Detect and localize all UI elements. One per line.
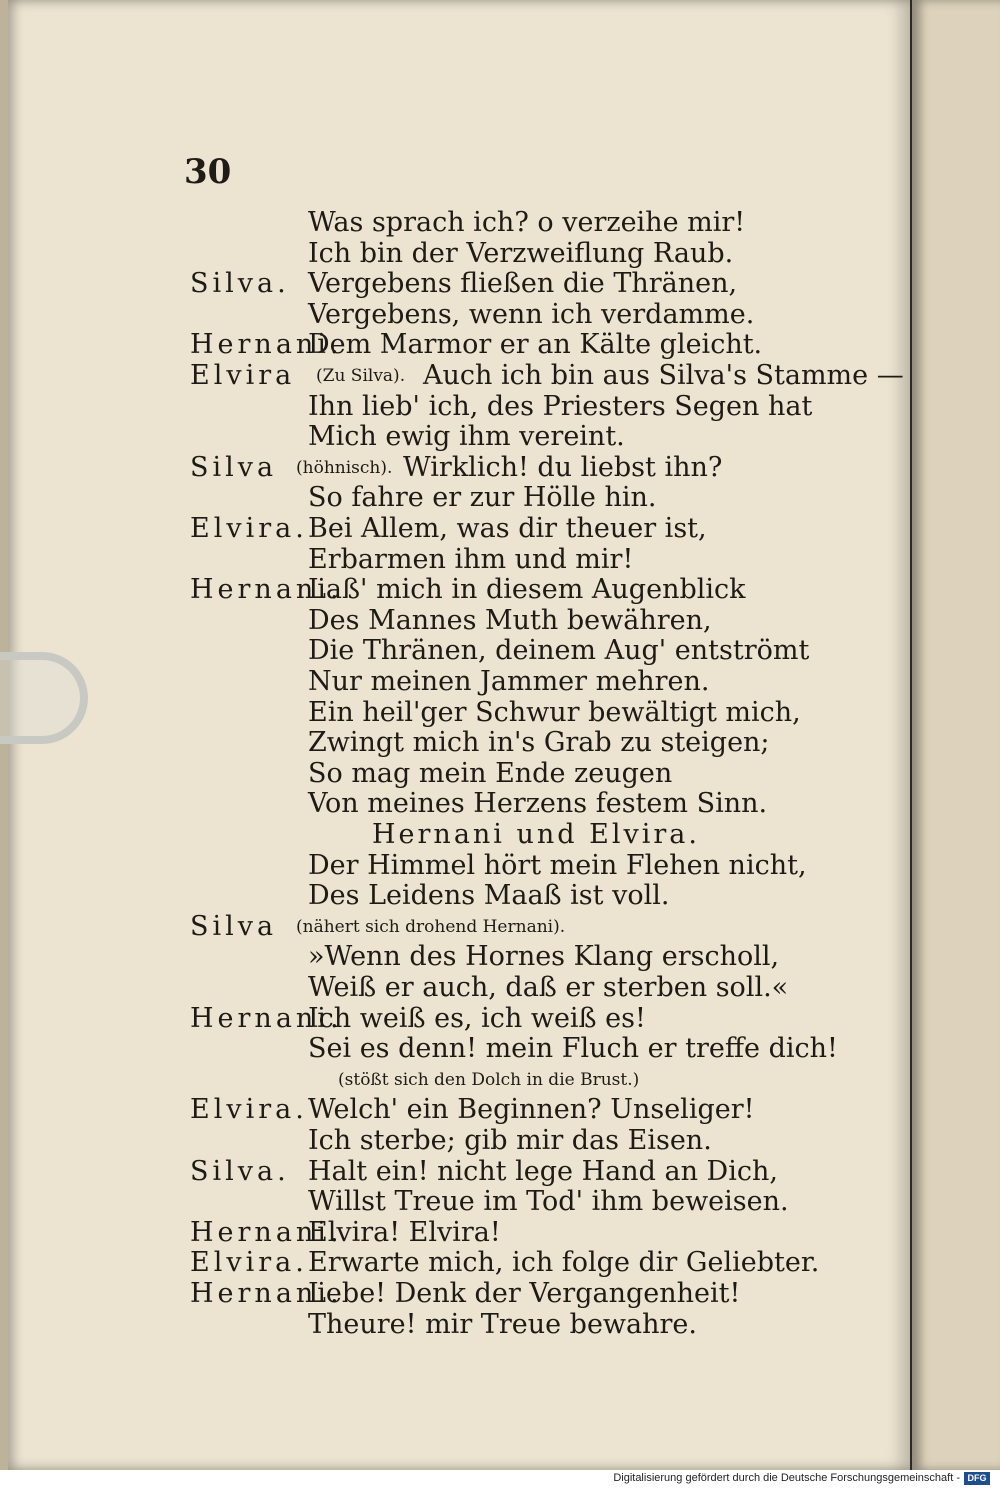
speaker-name: Hernani. bbox=[190, 1278, 343, 1309]
text-line bbox=[0, 911, 900, 943]
text-line bbox=[0, 299, 900, 331]
text-line bbox=[0, 880, 900, 912]
verse-text: Sei es denn! mein Fluch er treffe dich! bbox=[308, 1033, 838, 1065]
text-line bbox=[0, 1156, 900, 1188]
text-line bbox=[0, 1064, 900, 1096]
text-line bbox=[0, 972, 900, 1004]
text-line bbox=[0, 1033, 900, 1065]
stage-direction: (höhnisch). bbox=[296, 457, 393, 478]
speaker-name: Silva. bbox=[190, 268, 290, 300]
text-line bbox=[0, 574, 900, 606]
verse-text: Erwarte mich, ich folge dir Geliebter. bbox=[308, 1247, 820, 1279]
stage-direction: (nähert sich drohend Hernani). bbox=[296, 916, 566, 937]
verse-text: Elvira! Elvira! bbox=[308, 1216, 501, 1248]
verse-text: Ich sterbe; gib mir das Eisen. bbox=[308, 1125, 712, 1156]
text-line bbox=[0, 666, 900, 698]
text-line bbox=[0, 391, 900, 423]
text-line bbox=[0, 238, 900, 270]
verse-text: Bei Allem, was dir theuer ist, bbox=[308, 513, 707, 544]
text-line bbox=[0, 1247, 900, 1279]
verse-text: »Wenn des Hornes Klang erscholl, bbox=[308, 941, 780, 973]
text-line bbox=[0, 1278, 900, 1310]
verse-text: Des Mannes Muth bewähren, bbox=[308, 604, 712, 636]
verse-text: Dem Marmor er an Kälte gleicht. bbox=[308, 329, 763, 361]
text-line bbox=[0, 513, 900, 545]
verse-text: So fahre er zur Hölle hin. bbox=[308, 482, 657, 514]
verse-text: Was sprach ich? o verzeihe mir! bbox=[308, 207, 746, 238]
speaker-name: Hernani. bbox=[190, 329, 343, 361]
text-line bbox=[0, 360, 904, 392]
text-line bbox=[0, 544, 900, 576]
speaker-name: Hernani. bbox=[190, 1002, 343, 1034]
speakers-heading: Hernani und Elvira. bbox=[372, 819, 700, 850]
facing-page-edge bbox=[912, 0, 1000, 1470]
speaker-name: Elvira. bbox=[190, 1094, 308, 1126]
text-line bbox=[0, 329, 900, 361]
text-line bbox=[0, 819, 900, 851]
text-line bbox=[0, 207, 900, 239]
page-number: 30 bbox=[184, 152, 232, 192]
verse-text: Der Himmel hört mein Flehen nicht, bbox=[308, 849, 807, 881]
verse-text: Weiß er auch, daß er sterben soll.« bbox=[308, 972, 789, 1003]
verse-text: Auch ich bin aus Silva's Stamme — bbox=[423, 360, 904, 391]
text-line bbox=[0, 421, 900, 453]
speaker-name: Elvira bbox=[190, 360, 296, 391]
verse-text: Welch' ein Beginnen? Unseliger! bbox=[308, 1094, 755, 1126]
verse-text: Theure! mir Treue bewahre. bbox=[308, 1308, 697, 1340]
verse-text: Zwingt mich in's Grab zu steigen; bbox=[308, 727, 770, 759]
verse-text: Ich weiß es, ich weiß es! bbox=[308, 1002, 646, 1034]
stage-direction: (Zu Silva). bbox=[316, 366, 406, 386]
verse-text: Ihn lieb' ich, des Priesters Segen hat bbox=[308, 390, 813, 422]
verse-text: Halt ein! nicht lege Hand an Dich, bbox=[308, 1155, 778, 1187]
text-line bbox=[0, 1186, 900, 1218]
text-line bbox=[0, 1217, 900, 1249]
text-line bbox=[0, 268, 900, 300]
text-line bbox=[0, 482, 900, 514]
text-line bbox=[0, 605, 900, 637]
speaker-name: Hernani. bbox=[190, 574, 343, 606]
verse-text: Des Leidens Maaß ist voll. bbox=[308, 880, 670, 912]
verse-text: Laß' mich in diesem Augenblick bbox=[308, 574, 746, 606]
verse-text: Die Thränen, deinem Aug' entströmt bbox=[308, 635, 810, 667]
text-line bbox=[0, 1125, 900, 1157]
stage-direction: (stößt sich den Dolch in die Brust.) bbox=[338, 1069, 640, 1090]
text-line bbox=[0, 1094, 900, 1126]
text-line bbox=[0, 941, 900, 973]
text-line bbox=[0, 788, 900, 820]
text-line bbox=[0, 1003, 900, 1035]
verse-text: Erbarmen ihm und mir! bbox=[308, 543, 634, 575]
text-line bbox=[0, 850, 900, 882]
text-line bbox=[0, 1309, 900, 1341]
verse-text: Von meines Herzens festem Sinn. bbox=[308, 788, 768, 820]
footer-credit: Digitalisierung gefördert durch die Deutsche Forschungsgemeinschaft - bbox=[613, 1472, 960, 1484]
speaker-name: Silva bbox=[190, 910, 278, 942]
text-line bbox=[0, 452, 900, 484]
speaker-name: Elvira. bbox=[190, 513, 308, 544]
speaker-name: Silva. bbox=[190, 1155, 290, 1187]
verse-text: Vergebens fließen die Thränen, bbox=[308, 268, 738, 300]
verse-text: Willst Treue im Tod' ihm beweisen. bbox=[308, 1186, 789, 1218]
verse-text: Ein heil'ger Schwur bewältigt mich, bbox=[308, 696, 801, 728]
verse-text: Nur meinen Jammer mehren. bbox=[308, 666, 710, 697]
verse-text: So mag mein Ende zeugen bbox=[308, 757, 673, 789]
verse-text: Lebe! Denk der Vergangenheit! bbox=[308, 1278, 741, 1309]
text-line bbox=[0, 727, 900, 759]
text-line bbox=[0, 635, 900, 667]
text-line bbox=[0, 758, 900, 790]
dfg-logo: DFG bbox=[964, 1472, 990, 1485]
verse-text: Mich ewig ihm vereint. bbox=[308, 421, 625, 453]
verse-text: Vergebens, wenn ich verdamme. bbox=[308, 298, 755, 330]
verse-text: Wirklich! du liebst ihn? bbox=[403, 451, 723, 483]
verse-text: Ich bin der Verzweiflung Raub. bbox=[308, 237, 734, 269]
speaker-name: Hernani. bbox=[190, 1216, 343, 1248]
speaker-name: Silva bbox=[190, 451, 278, 483]
text-line bbox=[0, 697, 900, 729]
speaker-name: Elvira. bbox=[190, 1247, 308, 1279]
